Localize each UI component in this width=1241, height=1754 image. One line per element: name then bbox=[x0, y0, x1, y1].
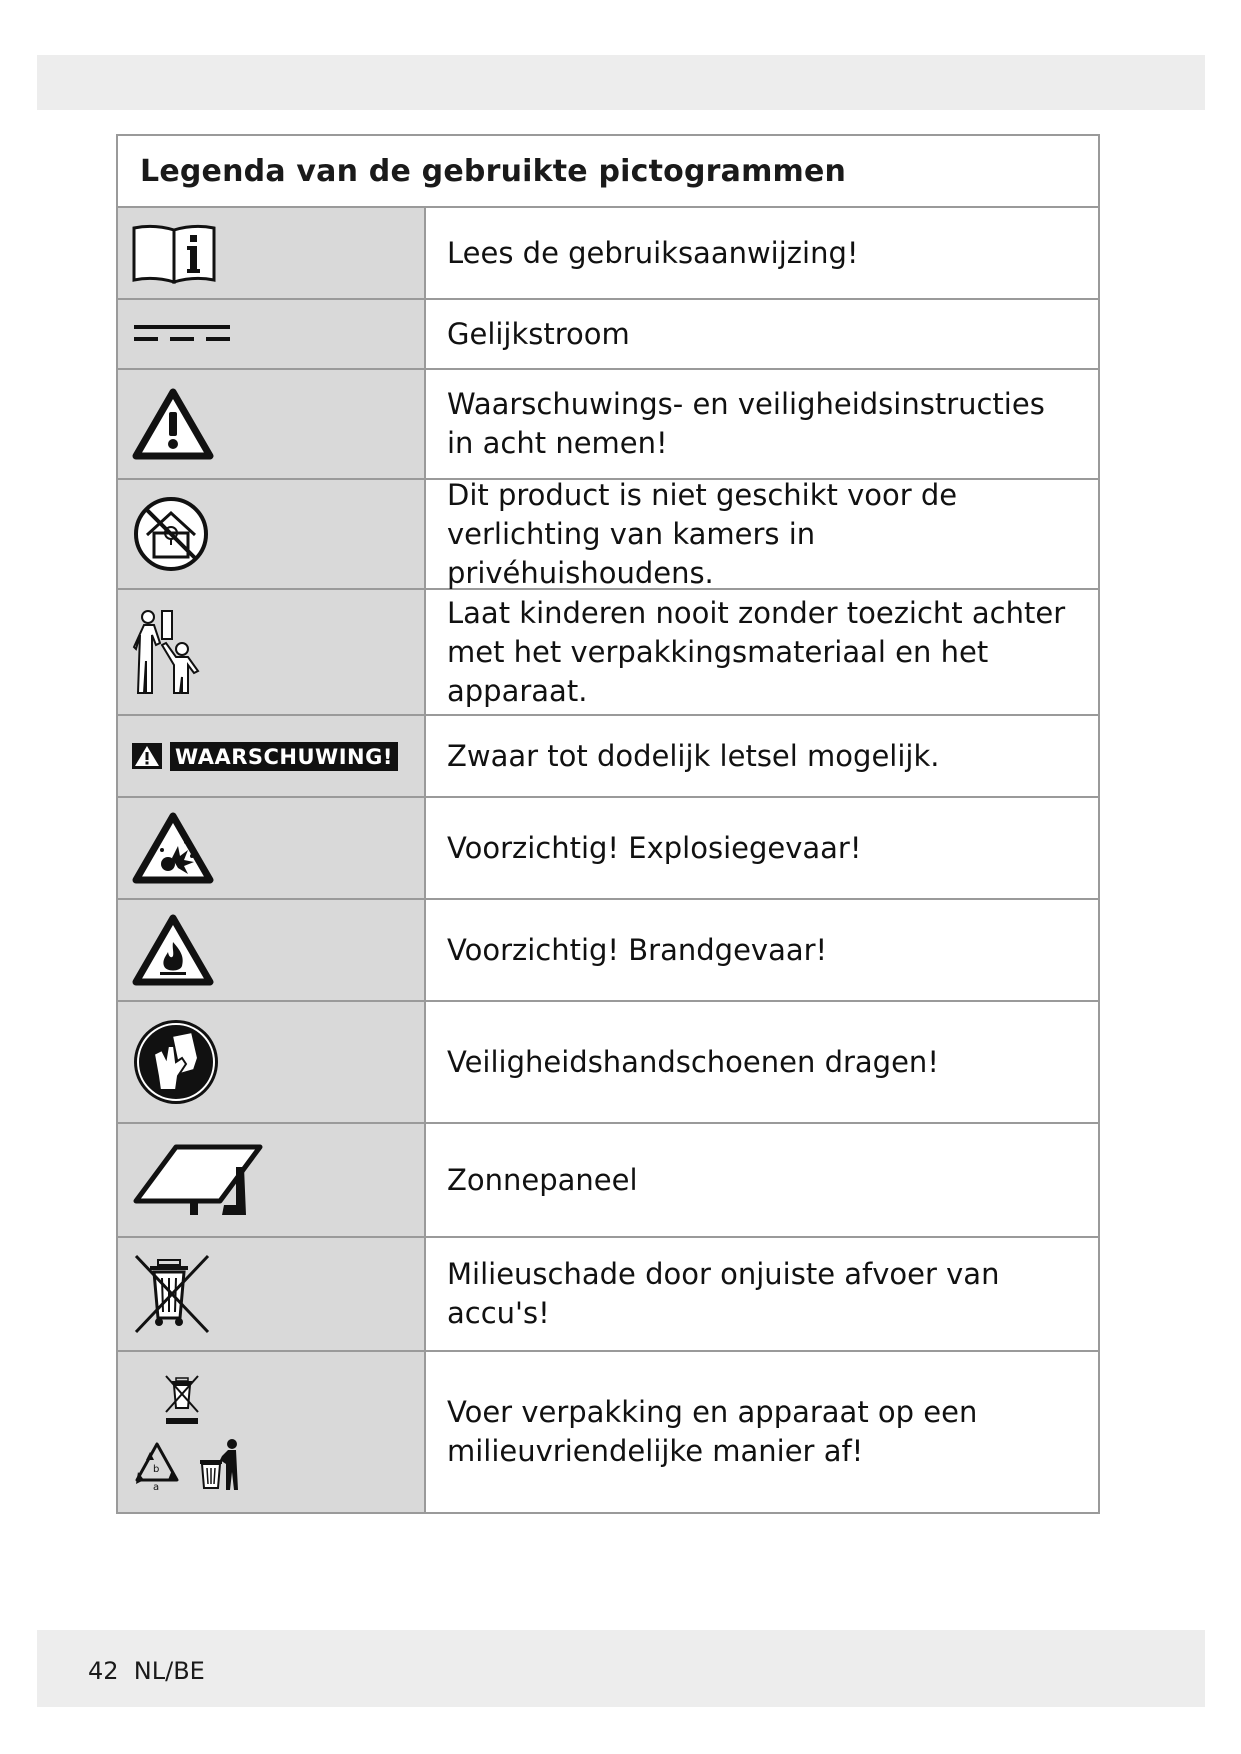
legend-description: Veiligheidshandschoenen dragen! bbox=[447, 1044, 939, 1079]
icon-cell bbox=[118, 1238, 426, 1350]
warning-label-icon bbox=[132, 742, 398, 771]
direct-current-icon bbox=[132, 319, 232, 349]
legend-row bbox=[118, 300, 1098, 370]
legend-description: Dit product is niet geschikt voor de verlichting van kamers in privéhuishoudens. bbox=[447, 477, 958, 590]
warning-triangle-icon bbox=[132, 388, 214, 460]
legend-description: Zwaar tot dodelijk letsel mogelijk. bbox=[447, 738, 940, 773]
legend-row bbox=[118, 590, 1098, 716]
legend-row bbox=[118, 370, 1098, 480]
crossed-bin-icon bbox=[132, 1252, 212, 1336]
legend-row bbox=[118, 1002, 1098, 1124]
header-band bbox=[37, 55, 1205, 110]
manual-info-icon bbox=[132, 222, 216, 284]
legend-description: Gelijkstroom bbox=[447, 316, 630, 351]
recycling-icon bbox=[132, 1440, 182, 1492]
legend-description: Laat kinderen nooit zonder toezicht achter met het verpakkingsmateriaal en het apparaat. bbox=[447, 595, 1066, 708]
no-household-lighting-icon bbox=[132, 495, 210, 573]
icon-cell bbox=[118, 208, 426, 298]
legend-description: Voorzichtig! Explosiegevaar! bbox=[447, 830, 862, 865]
legend-row bbox=[118, 208, 1098, 300]
icon-cell bbox=[118, 480, 426, 588]
child-supervision-icon bbox=[132, 609, 204, 695]
legend-description: Voer verpakking en apparaat op een milieuvriendelijke manier af! bbox=[447, 1395, 978, 1468]
footer-band bbox=[37, 1630, 1205, 1707]
icon-cell bbox=[118, 1352, 426, 1512]
legend-row bbox=[118, 716, 1098, 798]
icon-cell bbox=[118, 1124, 426, 1236]
legend-description: Milieuschade door onjuiste afvoer van accu's! bbox=[447, 1257, 1000, 1330]
legend-row bbox=[118, 900, 1098, 1002]
legend-row bbox=[118, 1352, 1098, 1512]
legend-row bbox=[118, 1238, 1098, 1352]
explosion-hazard-icon bbox=[132, 812, 214, 884]
legend-description: Voorzichtig! Brandgevaar! bbox=[447, 932, 828, 967]
small-crossed-bin-icon bbox=[162, 1372, 202, 1426]
recycling-letter-a: a bbox=[153, 1482, 160, 1492]
icon-cell bbox=[118, 590, 426, 714]
legend-description: Zonnepaneel bbox=[447, 1162, 638, 1197]
small-warning-triangle-icon bbox=[132, 743, 162, 769]
legend-description: Waarschuwings- en veiligheidsinstructies in acht nemen! bbox=[447, 387, 1045, 460]
icon-cell bbox=[118, 900, 426, 1000]
legend-row bbox=[118, 1124, 1098, 1238]
icon-cell bbox=[118, 1002, 426, 1122]
safety-gloves-icon bbox=[132, 1018, 220, 1106]
legend-description: Lees de gebruiksaanwijzing! bbox=[447, 235, 859, 270]
legend-row bbox=[118, 477, 1098, 590]
fire-hazard-icon bbox=[132, 914, 214, 986]
recycling-letter-b: b bbox=[153, 1464, 160, 1475]
icon-cell bbox=[118, 300, 426, 368]
icon-cell bbox=[118, 370, 426, 478]
page-number: 42 NL/BE bbox=[88, 1657, 205, 1685]
icon-cell bbox=[118, 716, 426, 796]
solar-panel-icon bbox=[132, 1143, 264, 1217]
tidy-man-bin-icon bbox=[196, 1436, 242, 1492]
legend-row bbox=[118, 798, 1098, 900]
warning-label-text: WAARSCHUWING! bbox=[170, 742, 398, 771]
legend-title: Legenda van de gebruikte pictogrammen bbox=[118, 136, 1098, 208]
icon-cell bbox=[118, 798, 426, 898]
pictogram-legend-table bbox=[116, 134, 1100, 1514]
